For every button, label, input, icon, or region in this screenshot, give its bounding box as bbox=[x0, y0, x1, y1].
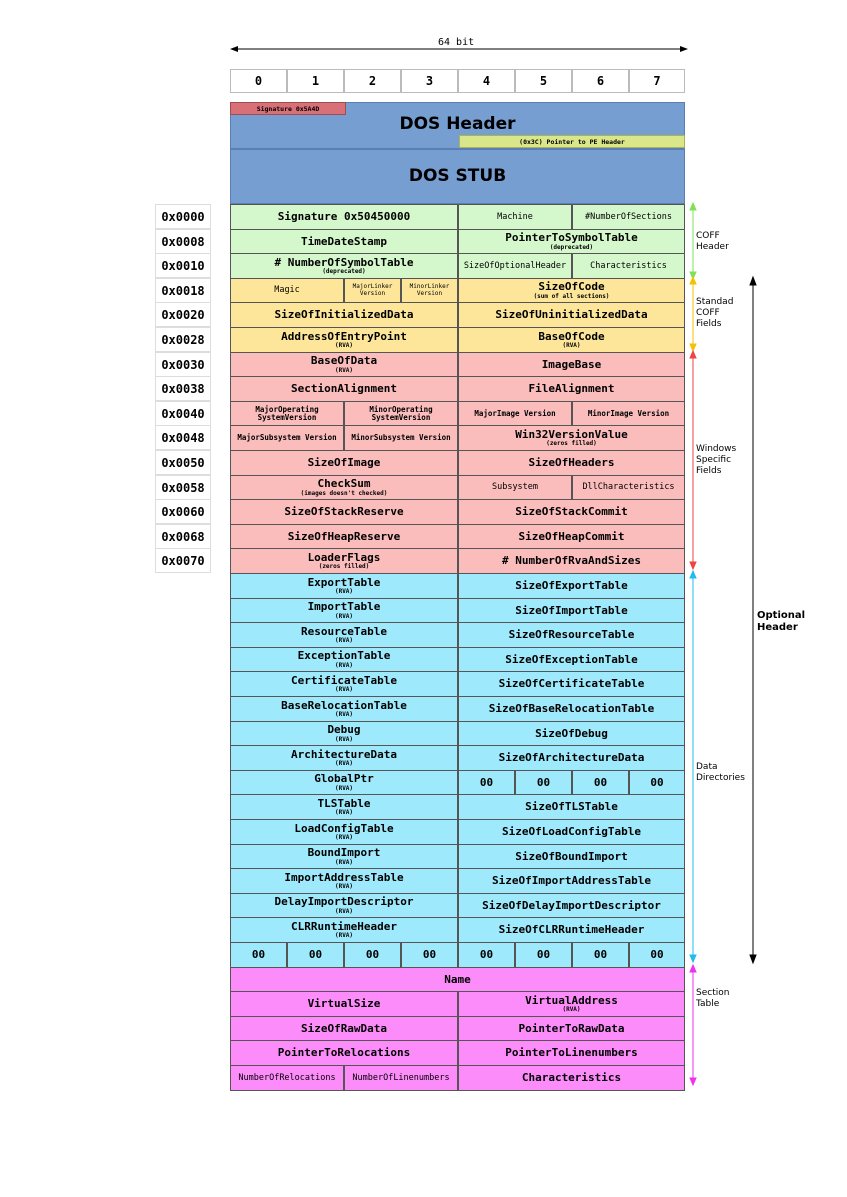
field-cell bbox=[458, 475, 572, 500]
field-name: SizeOfOptionalHeader bbox=[463, 260, 567, 271]
field-cell bbox=[629, 942, 685, 968]
field-cell bbox=[230, 352, 458, 377]
field-cell bbox=[230, 1016, 458, 1041]
column-2-header: 2 bbox=[344, 69, 401, 93]
field-name: Signature 0x50450000 bbox=[277, 210, 411, 224]
field-name: CheckSum bbox=[317, 477, 371, 491]
field-cell bbox=[344, 1065, 458, 1091]
dos-header-title: DOS Header bbox=[399, 113, 516, 134]
field-name: LoadConfigTable bbox=[294, 821, 394, 835]
field-name: TimeDateStamp bbox=[300, 234, 388, 248]
offset-label: 0x0050 bbox=[155, 450, 211, 475]
field-cell bbox=[458, 1016, 685, 1041]
field-name: 00 bbox=[593, 775, 608, 789]
field-cell bbox=[230, 376, 458, 402]
column-4-header: 4 bbox=[458, 69, 515, 93]
field-note: (zeros filled) bbox=[546, 440, 597, 448]
field-cell bbox=[344, 278, 401, 303]
column-7-header: 7 bbox=[629, 69, 685, 93]
offset-label: 0x0008 bbox=[155, 229, 211, 254]
field-cell bbox=[572, 253, 685, 279]
offset-label: 0x0030 bbox=[155, 352, 211, 377]
field-name: VirtualSize bbox=[307, 997, 381, 1011]
field-name: SizeOfUninitializedData bbox=[495, 308, 648, 322]
field-name: SizeOfHeapCommit bbox=[518, 529, 625, 543]
field-cell bbox=[458, 376, 685, 402]
field-cell bbox=[458, 647, 685, 672]
field-name: Win32VersionValue bbox=[515, 427, 628, 441]
field-cell bbox=[344, 401, 458, 426]
field-note: (RVA) bbox=[334, 858, 354, 866]
field-cell bbox=[629, 770, 685, 795]
field-name: ImageBase bbox=[541, 357, 602, 371]
field-name: Characteristics bbox=[521, 1071, 622, 1085]
field-cell bbox=[458, 598, 685, 623]
offset-label: 0x0070 bbox=[155, 548, 211, 573]
field-cell bbox=[230, 573, 458, 599]
field-cell bbox=[458, 302, 685, 328]
field-name: ImportAddressTable bbox=[284, 870, 404, 884]
field-name: SizeOfInitializedData bbox=[274, 308, 414, 322]
field-cell bbox=[458, 991, 685, 1017]
field-name: MajorOperating SystemVersion bbox=[255, 404, 319, 422]
field-cell bbox=[230, 819, 458, 845]
field-name: MajorSubsystem Version bbox=[237, 433, 337, 443]
field-name: TLSTable bbox=[317, 796, 371, 810]
column-5-header: 5 bbox=[515, 69, 572, 93]
field-cell bbox=[458, 327, 685, 353]
field-name: 00 bbox=[650, 948, 664, 962]
label-coff-header: COFF Header bbox=[696, 231, 729, 252]
field-cell bbox=[230, 622, 458, 648]
field-name: SizeOfCLRRuntimeHeader bbox=[498, 923, 645, 937]
field-name: ImportTable bbox=[307, 600, 381, 614]
field-cell bbox=[230, 327, 458, 353]
field-name: SizeOfExceptionTable bbox=[505, 652, 638, 666]
field-cell bbox=[230, 647, 458, 672]
field-name: SizeOfLoadConfigTable bbox=[501, 825, 642, 839]
field-name: # NumberOfSymbolTable bbox=[274, 255, 414, 269]
width-label: 64 bit bbox=[438, 37, 475, 48]
field-note: (RVA) bbox=[562, 1006, 581, 1014]
label-windows-fields: Windows Specific Fields bbox=[696, 444, 737, 476]
field-cell bbox=[230, 671, 458, 697]
dos-stub bbox=[230, 149, 685, 204]
field-name: SizeOfBaseRelocationTable bbox=[488, 702, 655, 716]
column-1-header: 1 bbox=[287, 69, 344, 93]
dos-signature: Signature 0x5A4D bbox=[230, 102, 346, 115]
field-name: ExportTable bbox=[307, 575, 381, 589]
field-cell bbox=[458, 253, 572, 279]
offset-label: 0x0018 bbox=[155, 278, 211, 303]
field-name: 00 bbox=[251, 948, 266, 962]
field-name: SizeOfHeapReserve bbox=[287, 529, 401, 543]
field-name: ExceptionTable bbox=[297, 649, 391, 663]
field-cell bbox=[572, 475, 685, 500]
pe-header-pointer: (0x3C) Pointer to PE Header bbox=[459, 135, 685, 148]
field-name: SizeOfCode bbox=[538, 280, 605, 294]
field-name: #NumberOfSections bbox=[585, 211, 672, 222]
column-3-header: 3 bbox=[401, 69, 458, 93]
field-note: (RVA) bbox=[334, 612, 354, 620]
field-cell bbox=[230, 229, 458, 254]
field-name: SizeOfStackCommit bbox=[515, 505, 628, 519]
field-cell bbox=[287, 942, 344, 968]
field-note: (RVA) bbox=[334, 809, 354, 817]
field-note: (RVA) bbox=[334, 883, 354, 891]
offset-label: 0x0028 bbox=[155, 327, 211, 352]
field-name: 00 bbox=[650, 775, 664, 789]
field-name: 00 bbox=[536, 775, 551, 789]
field-name: DelayImportDescriptor bbox=[274, 895, 414, 909]
field-note: (deprecated) bbox=[549, 243, 594, 251]
field-cell bbox=[458, 1065, 685, 1091]
field-cell bbox=[230, 721, 458, 746]
field-cell bbox=[458, 721, 685, 746]
offset-label: 0x0048 bbox=[155, 425, 211, 450]
dos-stub-title: DOS STUB bbox=[408, 165, 507, 186]
field-name: Machine bbox=[497, 211, 533, 222]
field-cell bbox=[230, 770, 458, 795]
offset-label: 0x0010 bbox=[155, 253, 211, 278]
field-name: 00 bbox=[593, 948, 608, 962]
field-name: SizeOfStackReserve bbox=[284, 505, 404, 519]
offset-label: 0x0020 bbox=[155, 302, 211, 327]
field-cell bbox=[458, 573, 685, 599]
section-brackets bbox=[680, 195, 780, 1095]
field-name: Magic bbox=[274, 285, 300, 296]
field-cell bbox=[458, 770, 515, 795]
field-cell bbox=[344, 425, 458, 451]
field-cell bbox=[230, 696, 458, 722]
field-note: (RVA) bbox=[334, 932, 354, 940]
field-cell bbox=[230, 548, 458, 574]
field-cell bbox=[458, 917, 685, 943]
field-note: (zeros filled) bbox=[318, 563, 370, 571]
field-cell bbox=[230, 278, 344, 303]
field-name: 00 bbox=[479, 775, 494, 789]
column-0-header: 0 bbox=[230, 69, 287, 93]
field-name: SizeOfDebug bbox=[535, 726, 608, 740]
field-cell bbox=[458, 1040, 685, 1066]
field-name: ResourceTable bbox=[300, 624, 388, 638]
field-name: SizeOfImportTable bbox=[515, 603, 628, 617]
field-cell bbox=[458, 671, 685, 697]
field-cell bbox=[515, 942, 572, 968]
field-name: GlobalPtr bbox=[314, 772, 374, 786]
field-cell bbox=[230, 794, 458, 820]
field-name: 00 bbox=[536, 948, 551, 962]
field-name: 00 bbox=[479, 948, 494, 962]
field-cell bbox=[230, 745, 458, 771]
field-cell bbox=[458, 425, 685, 451]
field-name: SectionAlignment bbox=[291, 382, 397, 396]
field-note: (RVA) bbox=[334, 661, 354, 669]
field-note: (RVA) bbox=[334, 784, 354, 792]
field-note: (RVA) bbox=[334, 342, 354, 350]
field-cell bbox=[230, 204, 458, 230]
field-cell bbox=[458, 352, 685, 377]
offset-label: 0x0000 bbox=[155, 204, 211, 229]
field-note: (images doesn't checked) bbox=[300, 489, 388, 497]
field-name: MajorImage Version bbox=[474, 408, 556, 418]
field-note: (RVA) bbox=[334, 366, 354, 374]
field-name: BoundImport bbox=[307, 846, 381, 860]
field-note: (deprecated) bbox=[322, 268, 366, 276]
field-name: Subsystem bbox=[491, 482, 539, 493]
field-name: BaseOfData bbox=[310, 354, 378, 368]
field-note: (RVA) bbox=[334, 834, 354, 842]
field-name: NumberOfLinenumbers bbox=[352, 1072, 450, 1083]
field-cell bbox=[458, 524, 685, 549]
field-note: (RVA) bbox=[334, 637, 354, 645]
field-cell bbox=[230, 450, 458, 476]
field-cell bbox=[344, 942, 401, 968]
field-name: SizeOfDelayImportDescriptor bbox=[482, 898, 661, 912]
field-cell bbox=[230, 844, 458, 869]
label-data-directories: Data Directories bbox=[696, 762, 745, 783]
field-note: (RVA) bbox=[334, 735, 354, 743]
field-cell bbox=[458, 893, 685, 918]
field-name: SizeOfBoundImport bbox=[515, 849, 628, 863]
offset-label: 0x0038 bbox=[155, 376, 211, 401]
field-name: MinorSubsystem Version bbox=[351, 433, 451, 443]
label-standard-coff: Standad COFF Fields bbox=[696, 297, 734, 329]
field-cell bbox=[230, 598, 458, 623]
field-cell bbox=[230, 401, 344, 426]
field-cell bbox=[230, 868, 458, 894]
field-name: SizeOfTLSTable bbox=[525, 800, 618, 814]
column-6-header: 6 bbox=[572, 69, 629, 93]
field-cell bbox=[458, 745, 685, 771]
field-name: AddressOfEntryPoint bbox=[281, 329, 407, 343]
offset-label: 0x0068 bbox=[155, 524, 211, 549]
field-name: SizeOfImportAddressTable bbox=[492, 874, 651, 888]
field-name: PointerToLinenumbers bbox=[505, 1046, 638, 1060]
field-name: PointerToSymbolTable bbox=[505, 231, 638, 245]
field-cell bbox=[230, 942, 287, 968]
field-name: SizeOfArchitectureData bbox=[498, 751, 645, 765]
offset-label: 0x0060 bbox=[155, 499, 211, 524]
field-name: Name bbox=[444, 972, 471, 986]
field-cell bbox=[572, 401, 685, 426]
field-cell bbox=[458, 819, 685, 845]
field-name: SizeOfRawData bbox=[300, 1021, 388, 1035]
field-name: MajorLinker Version bbox=[352, 283, 393, 297]
field-name: FileAlignment bbox=[528, 382, 615, 396]
field-cell bbox=[230, 1040, 458, 1066]
field-name: Characteristics bbox=[590, 260, 667, 271]
field-cell bbox=[230, 475, 458, 500]
field-name: 00 bbox=[422, 948, 437, 962]
field-name: PointerToRelocations bbox=[277, 1046, 411, 1060]
field-name: # NumberOfRvaAndSizes bbox=[501, 554, 642, 568]
field-cell bbox=[515, 770, 572, 795]
field-cell bbox=[230, 253, 458, 279]
field-cell bbox=[458, 229, 685, 254]
offset-label: 0x0040 bbox=[155, 401, 211, 426]
field-cell bbox=[572, 942, 629, 968]
field-name: MinorOperating SystemVersion bbox=[369, 404, 433, 422]
field-cell bbox=[458, 450, 685, 476]
field-name: ArchitectureData bbox=[291, 747, 397, 761]
field-cell bbox=[458, 622, 685, 648]
field-name: LoaderFlags bbox=[307, 550, 381, 564]
field-cell bbox=[458, 548, 685, 574]
field-cell bbox=[230, 991, 458, 1017]
field-cell bbox=[572, 770, 629, 795]
field-cell bbox=[230, 967, 685, 992]
field-name: 00 bbox=[308, 948, 323, 962]
field-name: SizeOfCertificateTable bbox=[498, 677, 645, 691]
field-name: BaseOfCode bbox=[538, 329, 605, 343]
field-cell bbox=[230, 499, 458, 525]
field-name: NumberOfRelocations bbox=[238, 1072, 336, 1083]
field-note: (RVA) bbox=[334, 711, 354, 719]
field-name: SizeOfHeaders bbox=[528, 456, 615, 470]
field-cell bbox=[458, 794, 685, 820]
field-cell bbox=[401, 942, 458, 968]
field-cell bbox=[572, 204, 685, 230]
field-name: MinorImage Version bbox=[587, 408, 670, 418]
field-cell bbox=[230, 524, 458, 549]
field-note: (RVA) bbox=[334, 588, 354, 596]
field-note: (sum of all sections) bbox=[533, 292, 610, 300]
field-name: SizeOfExportTable bbox=[515, 579, 628, 593]
field-name: 00 bbox=[365, 948, 380, 962]
field-name: MinorLinker Version bbox=[409, 283, 450, 297]
field-name: CLRRuntimeHeader bbox=[291, 919, 397, 933]
field-cell bbox=[458, 696, 685, 722]
field-cell bbox=[230, 425, 344, 451]
label-section-table: Section Table bbox=[696, 988, 730, 1009]
field-name: Debug bbox=[327, 723, 361, 737]
field-note: (RVA) bbox=[562, 342, 581, 350]
field-cell bbox=[458, 942, 515, 968]
label-optional-header: Optional Header bbox=[757, 610, 806, 633]
field-cell bbox=[230, 1065, 344, 1091]
field-cell bbox=[230, 302, 458, 328]
field-cell bbox=[458, 401, 572, 426]
field-cell bbox=[458, 204, 572, 230]
field-note: (RVA) bbox=[334, 907, 354, 915]
field-note: (RVA) bbox=[334, 760, 354, 768]
field-cell bbox=[230, 917, 458, 943]
field-cell bbox=[230, 893, 458, 918]
field-name: SizeOfResourceTable bbox=[508, 628, 635, 642]
offset-label: 0x0058 bbox=[155, 475, 211, 500]
field-cell bbox=[401, 278, 458, 303]
field-cell bbox=[458, 499, 685, 525]
field-cell bbox=[458, 844, 685, 869]
field-cell bbox=[458, 278, 685, 303]
field-name: SizeOfImage bbox=[307, 456, 381, 470]
field-name: DllCharacteristics bbox=[582, 482, 675, 493]
field-note: (RVA) bbox=[334, 686, 354, 694]
field-cell bbox=[458, 868, 685, 894]
field-name: VirtualAddress bbox=[525, 993, 618, 1007]
field-name: CertificateTable bbox=[291, 673, 397, 687]
field-name: BaseRelocationTable bbox=[281, 698, 407, 712]
field-name: PointerToRawData bbox=[518, 1021, 625, 1035]
